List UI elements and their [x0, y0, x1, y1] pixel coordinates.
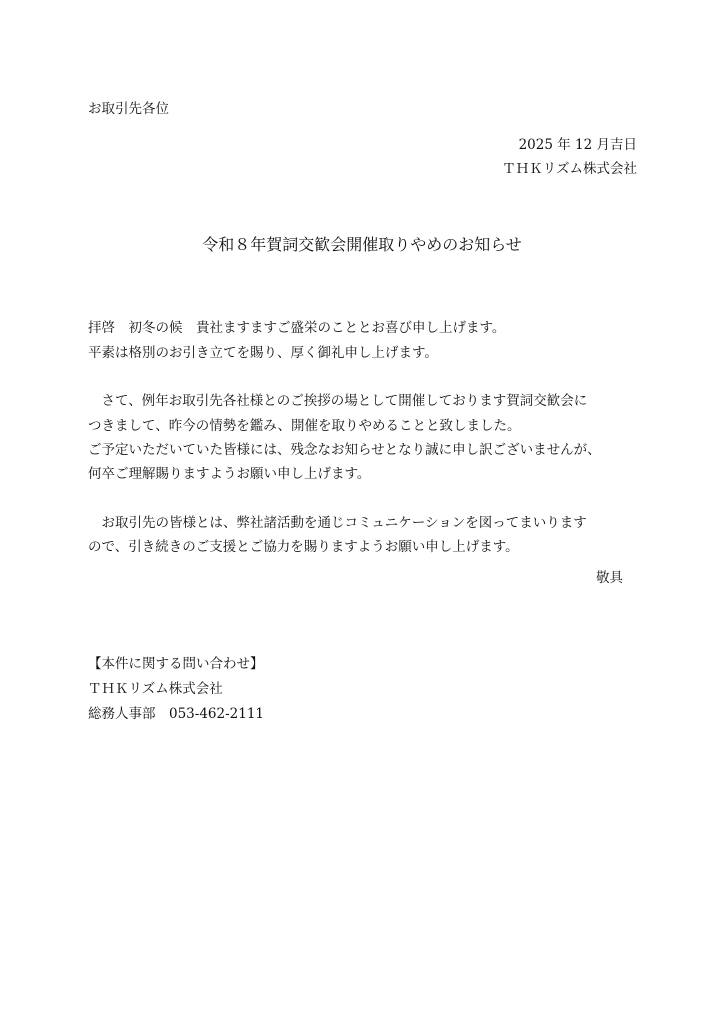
notice-title: 令和８年賀詞交歓会開催取りやめのお知らせ	[202, 235, 522, 254]
contact-company: ＴＨＫリズム株式会社	[88, 681, 223, 697]
body-line: さて、例年お取引先各社様とのご挨拶の場として開催しております賀詞交歓会に	[88, 393, 588, 409]
greeting-line: 平素は格別のお引き立てを賜り、厚く御礼申し上げます。	[88, 345, 438, 361]
body-line: ので、引き続きのご支援とご協力を賜りますようお願い申し上げます。	[88, 539, 519, 555]
body-line: ご予定いただいていた皆様には、残念なお知らせとなり誠に申し訳ございませんが、	[88, 442, 601, 458]
body-line: つきまして、昨今の情勢を鑑み、開催を取りやめることと致しました。	[88, 418, 521, 434]
addressee: お取引先各位	[88, 101, 169, 117]
sender-company: ＴＨＫリズム株式会社	[502, 161, 637, 177]
issue-date: 2025 年 12 月吉日	[518, 137, 637, 153]
contact-department-phone: 総務人事部 053-462-2111	[88, 706, 265, 722]
closing-keigu: 敬具	[596, 570, 623, 586]
greeting-line: 拝啓 初冬の候 貴社ますますご盛栄のこととお喜び申し上げます。	[88, 320, 506, 336]
contact-heading: 【本件に関する問い合わせ】	[88, 656, 264, 672]
body-line: 何卒ご理解賜りますようお願い申し上げます。	[88, 466, 371, 482]
body-line: お取引先の皆様とは、弊社諸活動を通じコミュニケーションを図ってまいります	[88, 515, 587, 531]
